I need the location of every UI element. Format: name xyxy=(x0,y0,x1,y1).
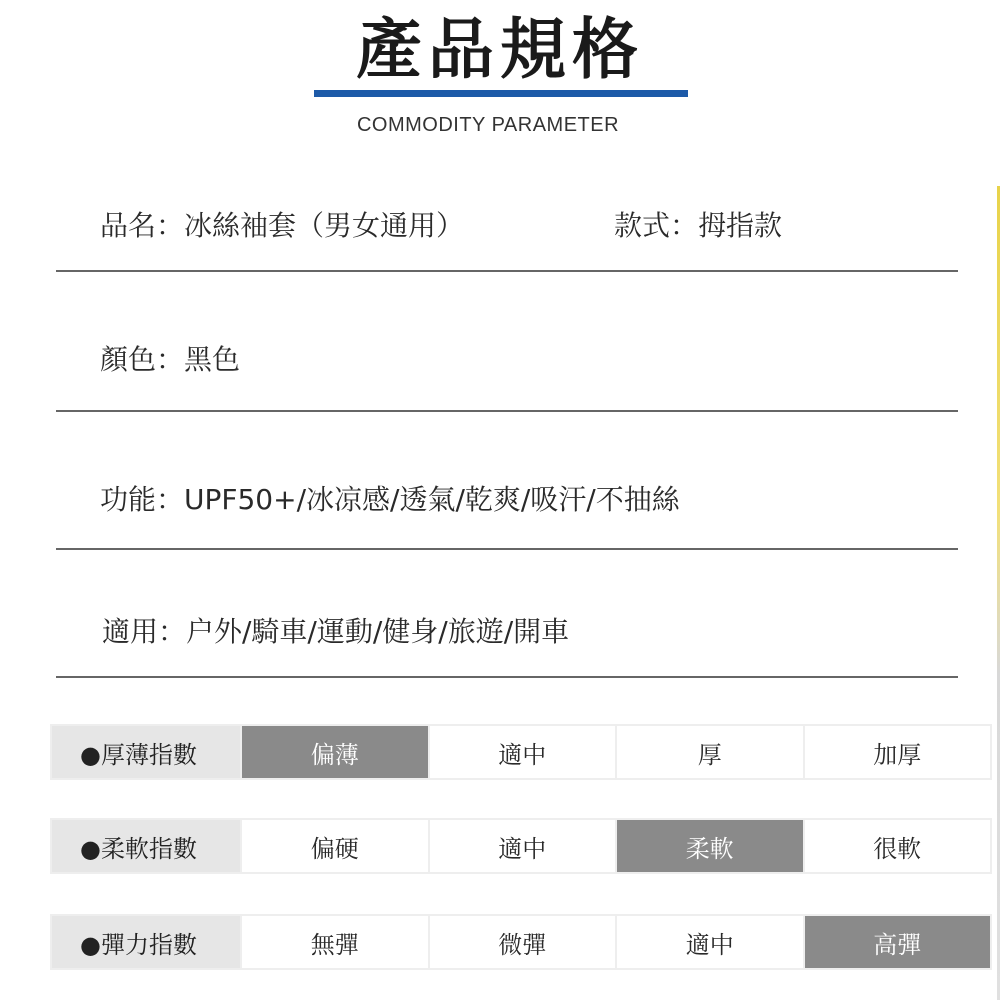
elasticity-index-label: ●彈力指數 xyxy=(52,916,240,968)
thickness-index-table xyxy=(50,724,992,780)
spec-color: 顏色：黑色 xyxy=(100,343,241,376)
spec-row-color xyxy=(56,272,958,412)
spec-row-function xyxy=(56,412,958,550)
thickness-option: 加厚 xyxy=(803,726,991,778)
title-underline xyxy=(314,90,688,97)
elasticity-option: 高彈 xyxy=(803,916,991,968)
page-subtitle: COMMODITY PARAMETER xyxy=(356,114,620,136)
softness-option: 很軟 xyxy=(803,820,991,872)
spec-name: 品名：冰絲袖套（男女通用） xyxy=(100,209,465,242)
softness-option: 柔軟 xyxy=(615,820,803,872)
thickness-option: 偏薄 xyxy=(240,726,428,778)
spec-row-name xyxy=(56,186,958,272)
elasticity-index-table xyxy=(50,914,992,970)
thickness-option: 適中 xyxy=(428,726,616,778)
spec-row-usage xyxy=(56,550,958,678)
page-title: 產品規格 xyxy=(356,11,644,88)
softness-index-label: ●柔軟指數 xyxy=(52,820,240,872)
elasticity-option: 微彈 xyxy=(428,916,616,968)
spec-usage: 適用：户外/騎車/運動/健身/旅遊/開車 xyxy=(102,615,570,648)
spec-style: 款式：拇指款 xyxy=(614,209,783,242)
softness-index-table xyxy=(50,818,992,874)
thickness-index-label: ●厚薄指數 xyxy=(52,726,240,778)
elasticity-option: 無彈 xyxy=(240,916,428,968)
softness-option: 適中 xyxy=(428,820,616,872)
elasticity-option: 適中 xyxy=(615,916,803,968)
spec-function: 功能：UPF50+/冰凉感/透氣/乾爽/吸汗/不抽絲 xyxy=(100,483,680,516)
thickness-option: 厚 xyxy=(615,726,803,778)
softness-option: 偏硬 xyxy=(240,820,428,872)
